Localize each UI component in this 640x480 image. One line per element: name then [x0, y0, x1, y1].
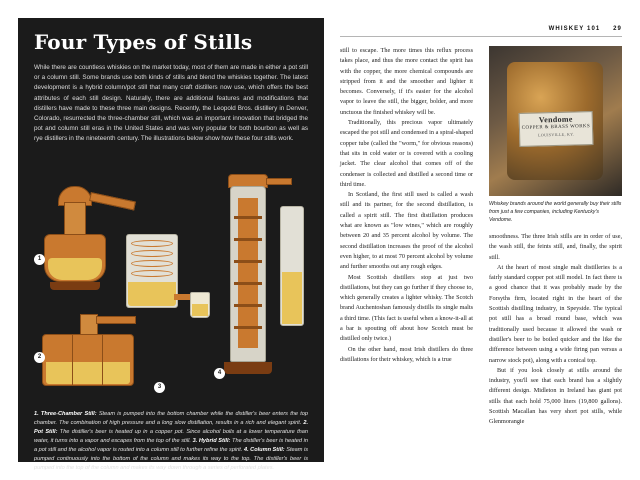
running-head-title: WHISKEY 101 [548, 26, 601, 32]
page-number: 29 [613, 26, 622, 32]
photo-caption: Whiskey brands around the world generally buy their stills from just a few companies, including Kentucky's Vendome. [489, 201, 622, 224]
paragraph: On the other hand, most Irish distillers do three distillations for their whiskey, which is a true [340, 345, 473, 363]
nameplate-line-3: LOUISVILLE, KY. [538, 131, 575, 138]
paragraph: Traditionally, this precious vapor ultimately escaped the pot still and condensed in a spiral-shaped copper tube (called the "worm," for obvious reasons) that sits in cold water or is covered with a cooling jacket. The clear alcohol that comes off of the condenser is collected and distilled a second time or third time. [340, 119, 473, 188]
stills-illustration [34, 146, 308, 406]
caption-text-2: The distiller's beer is heated up in a copper pot. Since alcohol boils at a lower temperature than water, it turns into a vapor and escapes from the top of the still. [34, 428, 308, 444]
paragraph: At the heart of most single malt distilleries is a fairly standard copper pot still model. In fact there is a good chance that it was probably made by the Forsyths firm, located right in the heart of the Scottish distilling industry, in Speyside. The typical pot still has a broad round base, which was traditionally used because it allowed the wash or distiller's beer to be boiled quicker and the like the difference between using a wide firing pan versus a narrow stock pot), along with a conical top. [489, 263, 622, 364]
perforated-plate [234, 260, 262, 263]
chamber-divider [72, 335, 73, 385]
perforated-plate [234, 326, 262, 329]
pot-still-neck [64, 202, 86, 238]
caption-text-3: The distiller's beer is heated in a pot still and the alcohol vapor is routed into a column still to further refine the spirit. [34, 437, 308, 453]
worm-coil-turn [131, 250, 173, 257]
spirit-receiver-liquid [192, 304, 208, 316]
callout-1: 1 [34, 254, 45, 265]
running-head [549, 26, 622, 32]
feature-headline: Four Types of Stills [34, 30, 253, 54]
callout-4: 4 [214, 368, 225, 379]
perforated-plate [234, 216, 262, 219]
worm-tub-liquid [128, 282, 176, 306]
caption-label-3: 3. Hybrid Still: [192, 437, 231, 444]
paragraph: In Scotland, the first still used is called a wash still and its partner, for the second distillation, is called a spirit still. The first distillation produces what are known as "low wines," which are roughly between 20 and 35 percent alcohol by volume. The second distillation increases the proof of the alcohol even higher, to at most 70 percent alcohol by volume and further smooths out any rough edges. [340, 191, 473, 271]
header-rule [340, 36, 622, 37]
three-chamber-arm [96, 316, 136, 324]
caption-label-1: 1. Three-Chamber Still: [34, 411, 97, 417]
feature-panel [18, 18, 324, 471]
paragraph: smoothness. The three Irish stills are in order of use, the wash still, the feints still, and, finally, the spirit still. [489, 233, 622, 261]
caption-label-2: 2. Pot Still: [34, 419, 308, 435]
caption-label-4: 4. Column Still: [243, 446, 285, 453]
chamber-divider [102, 335, 103, 385]
caption-text-4: Steam is pumped continuously into the bottom of the column and makes its way to the top. The distiller's beer is pumped into the top of the column and makes its way down through a series of perforated plates. [34, 446, 308, 471]
paragraph: But if you look closely at stills around the industry, you'll see that each brand has a slightly different design. Midleton in Ireland has giant pot stills that each hold 75,000 liters (19,800 gallons). Scottish Macallan has very short pot stills, while Glenmorangie [489, 366, 622, 426]
three-chamber-liquid [46, 362, 130, 384]
perforated-plate [234, 304, 262, 307]
illustration-caption [34, 410, 308, 473]
paragraph: still to escape. The more times this reflux process takes place, and thus the more contact the spirit has with the copper, the more chemical compounds are stripped from it and the smoother and lighter it becomes. Conversely, if it's easier for the alcohol vapor to leave the still, the bigger, bolder, and more unctuous the finished whiskey will be. [340, 47, 473, 116]
column-still-vapor-pipe [266, 178, 292, 185]
perforated-plate [234, 282, 262, 285]
callout-2: 2 [34, 352, 45, 363]
worm-coil-turn [131, 260, 173, 267]
still-photograph [489, 46, 622, 196]
worm-coil-turn [131, 240, 173, 247]
callout-3: 3 [154, 382, 165, 393]
column-still-base [224, 362, 272, 374]
caption-text-1: Steam is pumped into the bottom chamber while the distiller's beer enters the top chamber. The combination of high pressure and a long slow distillation, results in a rich and elegant spirit. [34, 411, 308, 426]
perforated-plate [234, 238, 262, 241]
column-condenser-liquid [282, 272, 302, 324]
pot-still-lyne-arm [89, 192, 136, 210]
body-column-right [489, 232, 622, 462]
feature-intro: While there are countless whiskies on the market today, most of them are made in either a pot still or a column still. Some brands use both kinds of stills and blend the whiskies together. The latest development is a hybrid column/pot still that many craft distillers now use, which offers the best attributes of each still design. Naturally, there are additional features and modifications that distillers have made to these three main designs. Recently, the Leopold Bros. distillery in Denver, Colorado, resurrected the three-chamber still, which was an important innovation that bridged the pot and column still eras in the United States and was very popular for both bourbon as well as rye distillers in the nineteenth century. The illustrations below show how these four stills work. [34, 64, 308, 143]
nameplate-line-2: COPPER & BRASS WORKS [521, 124, 591, 131]
nameplate-line-1: Vendome [538, 114, 573, 125]
paragraph: Most Scottish distillers stop at just two distillations, but they can go further if they choose to, which generally creates a lighter whisky. The Scotch brand Auchentoshan famously distills its single malts a third time. (This fact is useful when a know-it-all at a bar is spouting off about how Scotch must be distilled only twice.) [340, 273, 473, 343]
worm-coil-turn [131, 270, 173, 277]
manufacturer-nameplate [519, 111, 594, 147]
pot-still-heat-source [50, 282, 100, 290]
pot-still-liquid [48, 258, 102, 280]
body-column-left [340, 46, 473, 462]
